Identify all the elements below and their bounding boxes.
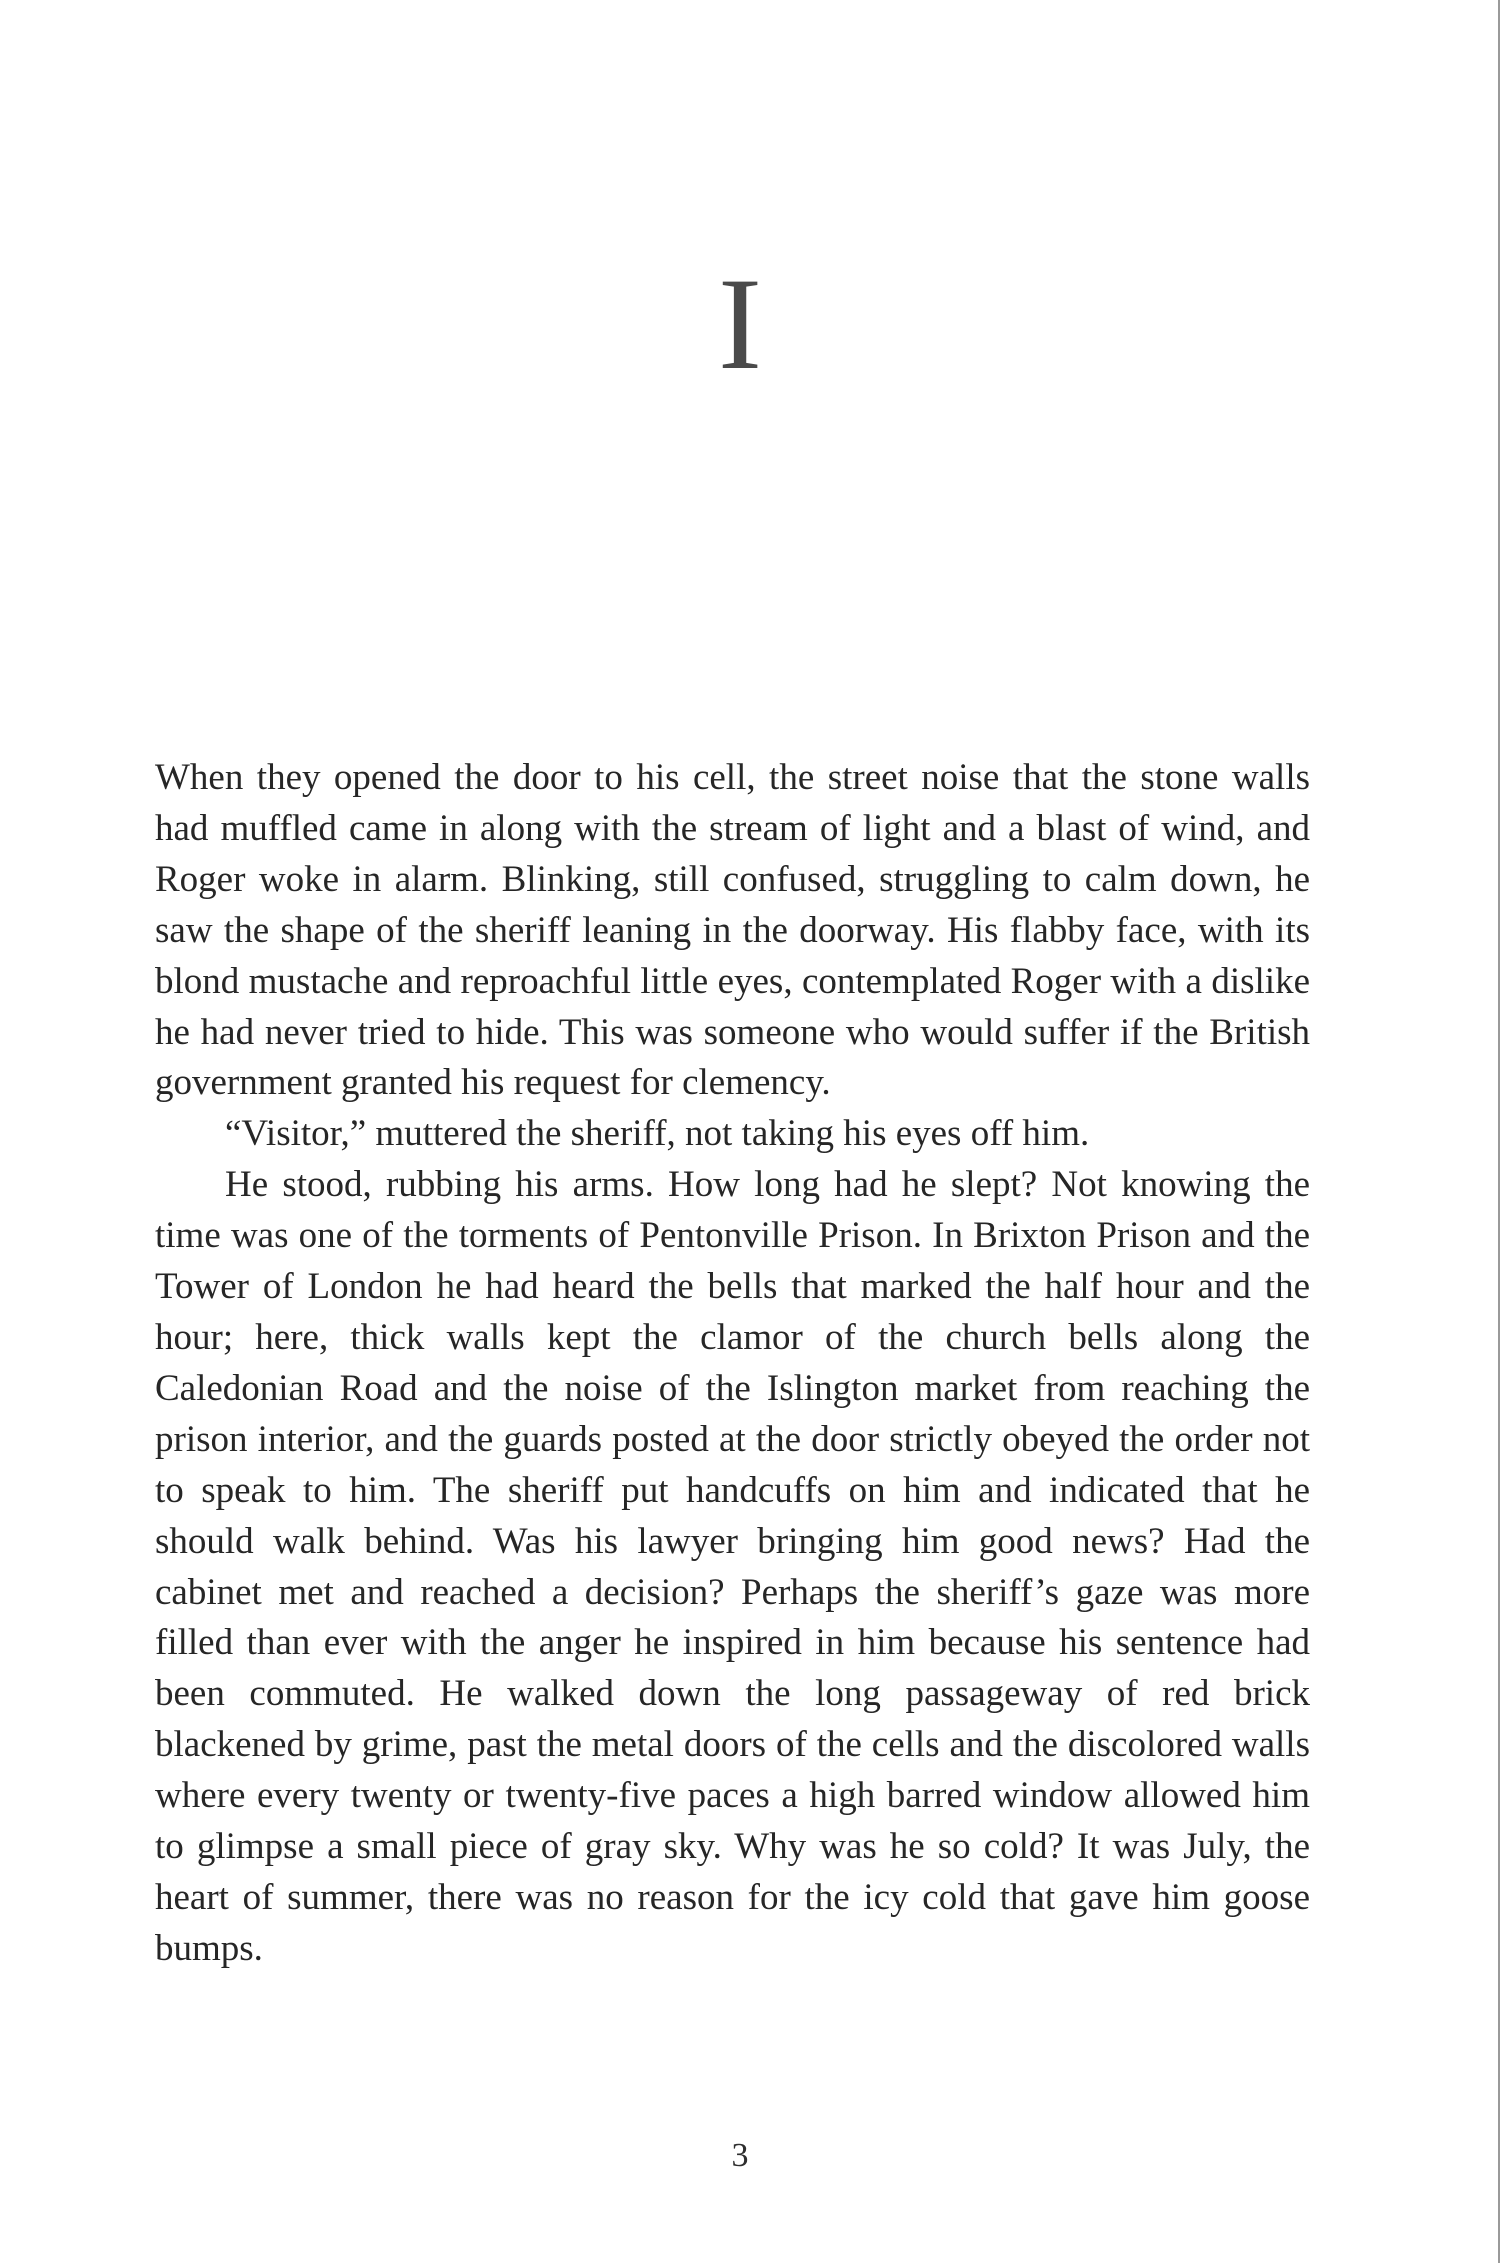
page-number: 3	[731, 2137, 749, 2174]
chapter-number: I	[718, 250, 762, 397]
paragraph-walk: He stood, rubbing his arms. How long had he slept? Not knowing the time was one of the torments of Pentonville Prison. In Brixton Prison and the Tower of London he had heard the bells that marked the half hour and the hour; here, thick walls kept the clamor of the church bells along the Caledonian Road and the noise of the Islington market from reaching the prison interior, and the guards posted at the door strictly obeyed the order not to speak to him. The sheriff put handcuffs on him and indicated that he should walk behind. Was his lawyer bringing him good news? Had the cabinet met and reached a decision? Perhaps the sheriff’s gaze was more filled than ever with the anger he inspired in him because his sentence had been commuted. He walked down the long passageway of red brick blackened by grime, past the metal doors of the cells and the discolored walls where every twenty or twenty-five paces a high barred window allowed him to glimpse a small piece of gray sky. Why was he so cold? It was July, the heart of summer, there was no reason for the icy cold that gave him goose bumps.	[155, 1164, 1310, 1969]
paragraph-opening: When they opened the door to his cell, the street noise that the stone walls had muffled came in along with the stream of light and a blast of wind, and Roger woke in alarm. Blinking, still confused, struggling to calm down, he saw the shape of the sheriff leaning in the doorway. His flabby face, with its blond mustache and reproachful little eyes, contemplated Roger with a dislike he had never tried to hide. This was someone who would suffer if the British government granted his request for clemency.	[155, 757, 1310, 1104]
paragraph-dialogue: “Visitor,” muttered the sheriff, not taking his eyes off him.	[225, 1113, 1090, 1155]
body-text	[155, 753, 1310, 1975]
